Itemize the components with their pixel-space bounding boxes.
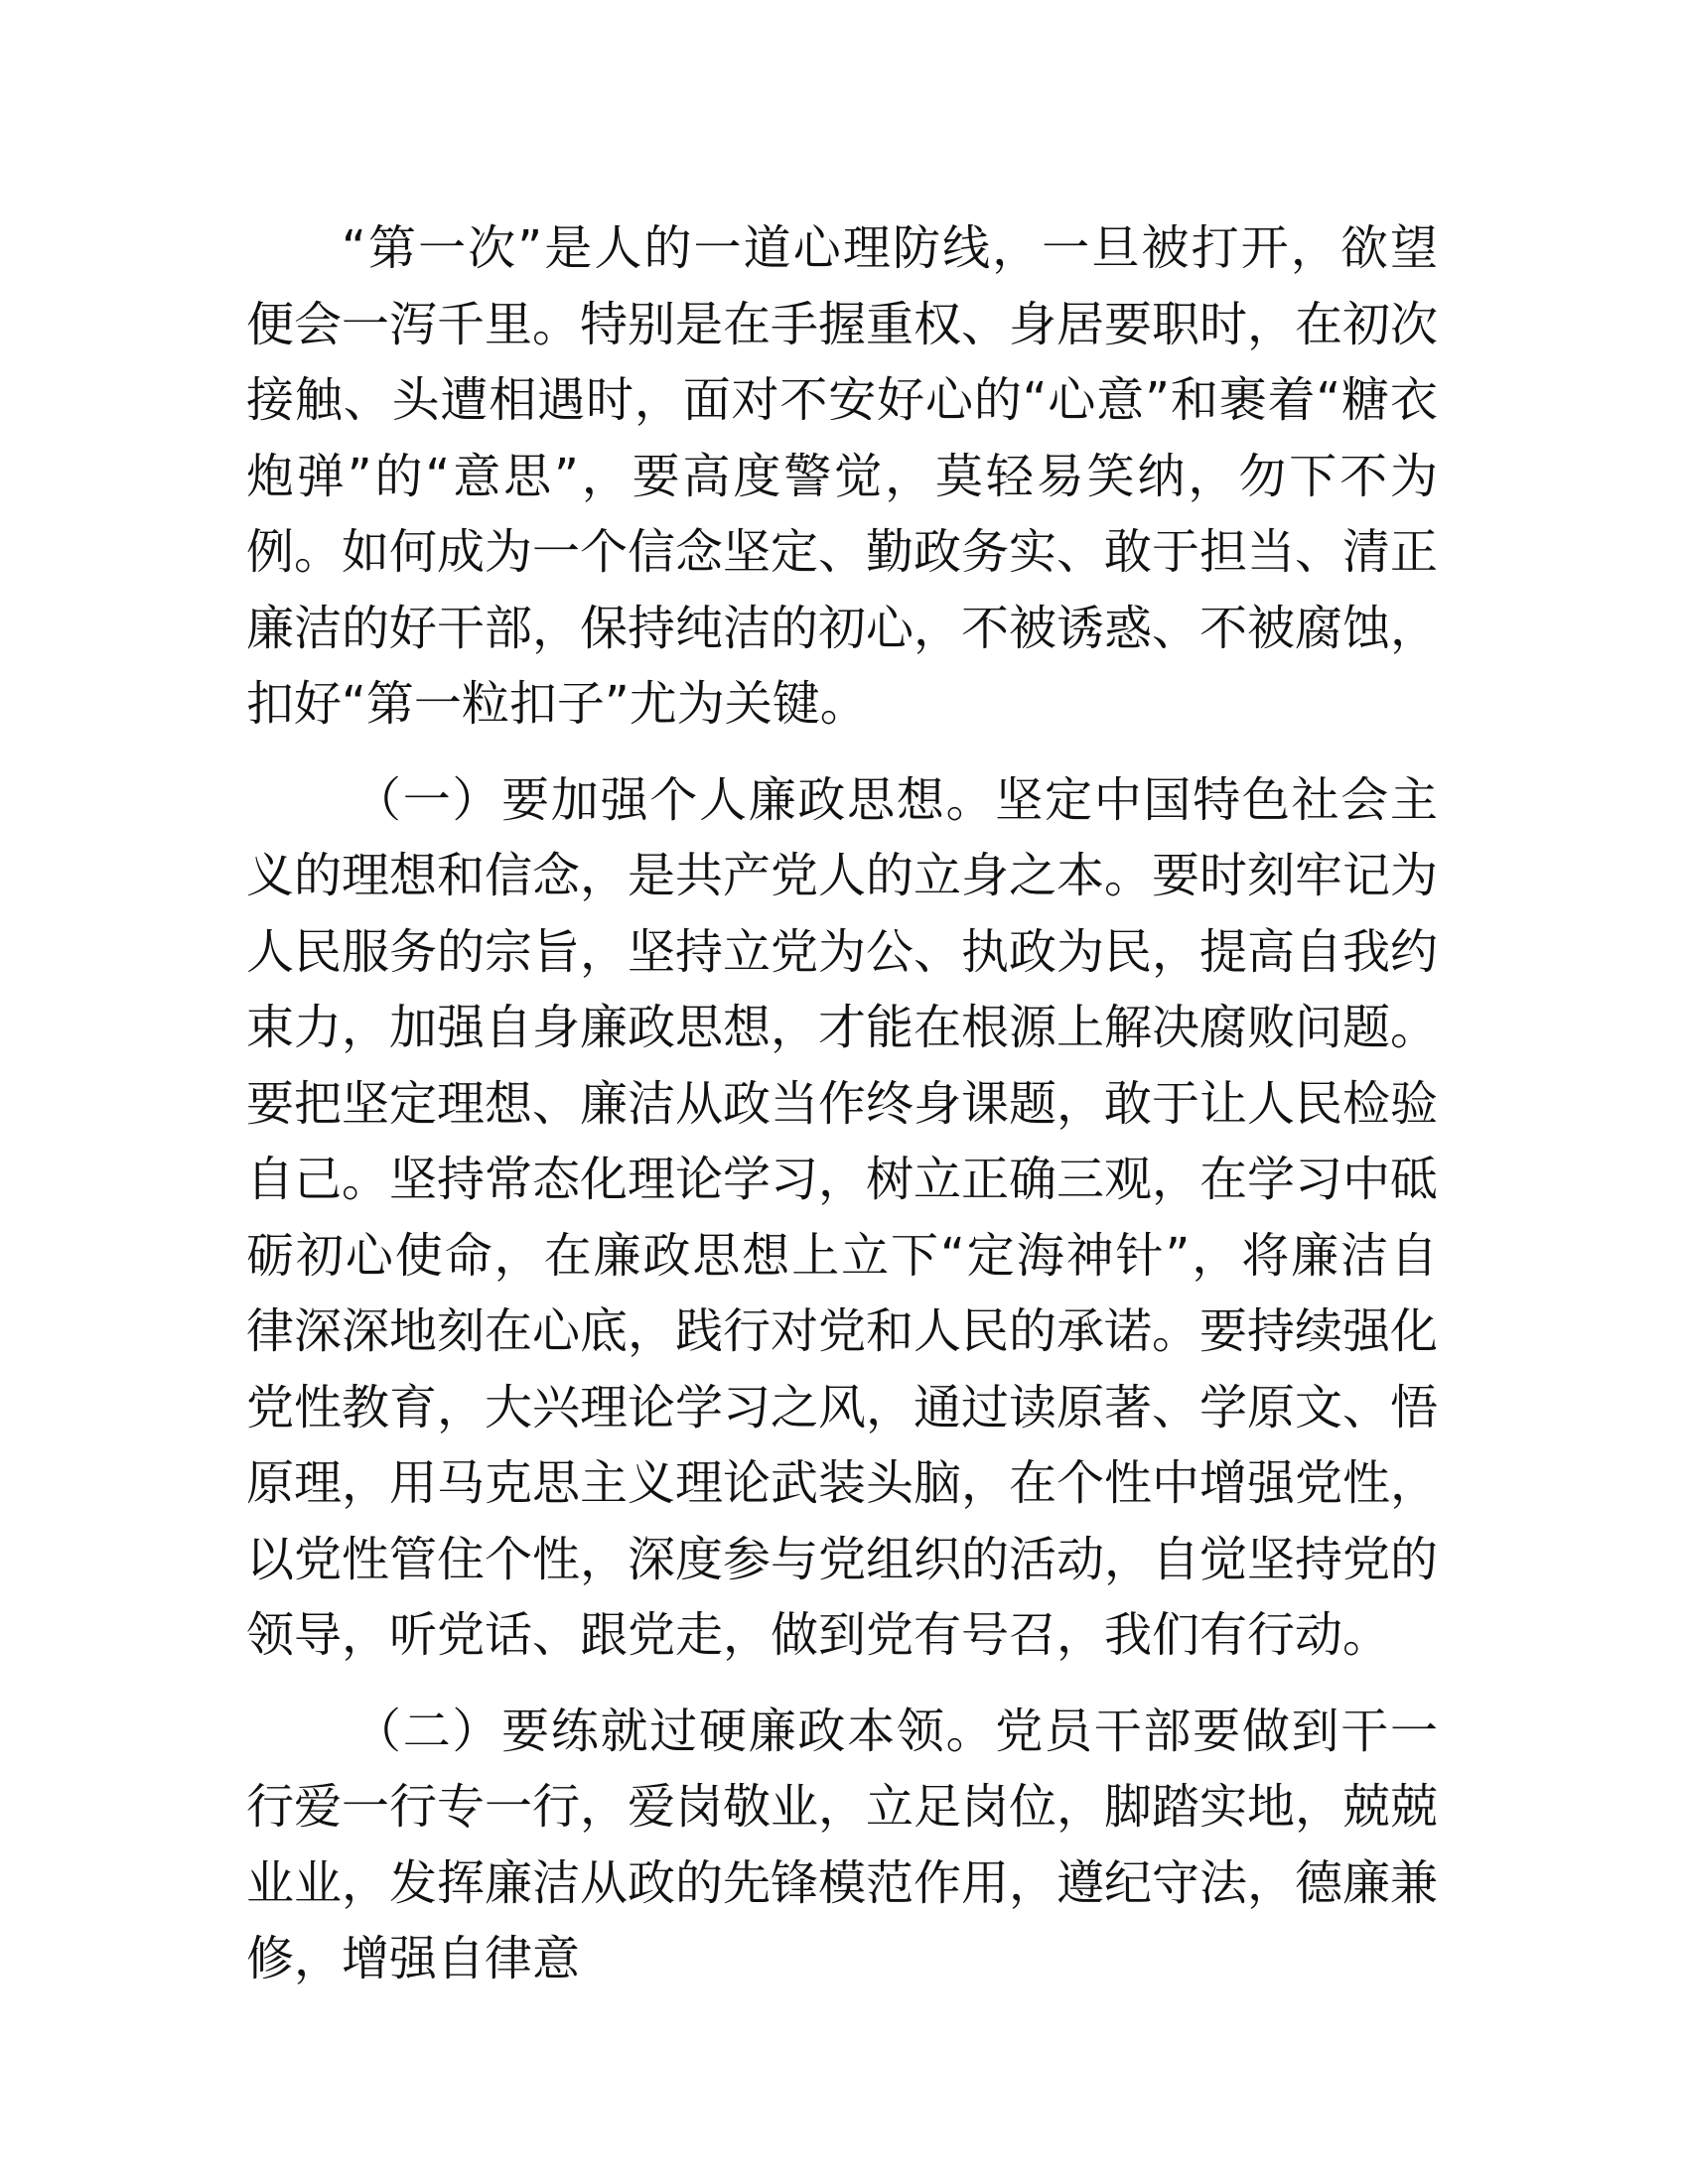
paragraph-intro: “第一次”是人的一道心理防线，一旦被打开，欲望便会一泻千里。特别是在手握重权、身居要职时，在初次接触、头遭相遇时，面对不安好心的“心意”和裹着“糖衣炮弹”的“意思”，要高度警觉，莫轻易笑纳，勿下不为例。如何成为一个信念坚定、勤政务实、敢于担当、清正廉洁的好干部，保持纯洁的初心，不被诱惑、不被腐蚀，扣好“第一粒扣子”尤为关键。 [246, 220, 1439, 732]
paragraph-section-2: （二）要练就过硬廉政本领。党员干部要做到干一行爱一行专一行，爱岗敬业，立足岗位，脚踏实地，兢兢业业，发挥廉洁从政的先锋模范作用，遵纪守法，德廉兼修，增强自律意 [246, 1703, 1439, 1986]
document-body [246, 210, 1438, 1997]
paragraph-section-1: （一）要加强个人廉政思想。坚定中国特色社会主义的理想和信念，是共产党人的立身之本。要时刻牢记为人民服务的宗旨，坚持立党为公、执政为民，提高自我约束力，加强自身廉政思想，才能在根源上解决腐败问题。要把坚定理想、廉洁从政当作终身课题，敢于让人民检验自己。坚持常态化理论学习，树立正确三观，在学习中砥砺初心使命，在廉政思想上立下“定海神针”，将廉洁自律深深地刻在心底，践行对党和人民的承诺。要持续强化党性教育，大兴理论学习之风，通过读原著、学原文、悟原理，用马克思主义理论武装头脑，在个性中增强党性，以党性管住个性，深度参与党组织的活动，自觉坚持党的领导，听党话、跟党走，做到党有号召，我们有行动。 [246, 771, 1439, 1663]
